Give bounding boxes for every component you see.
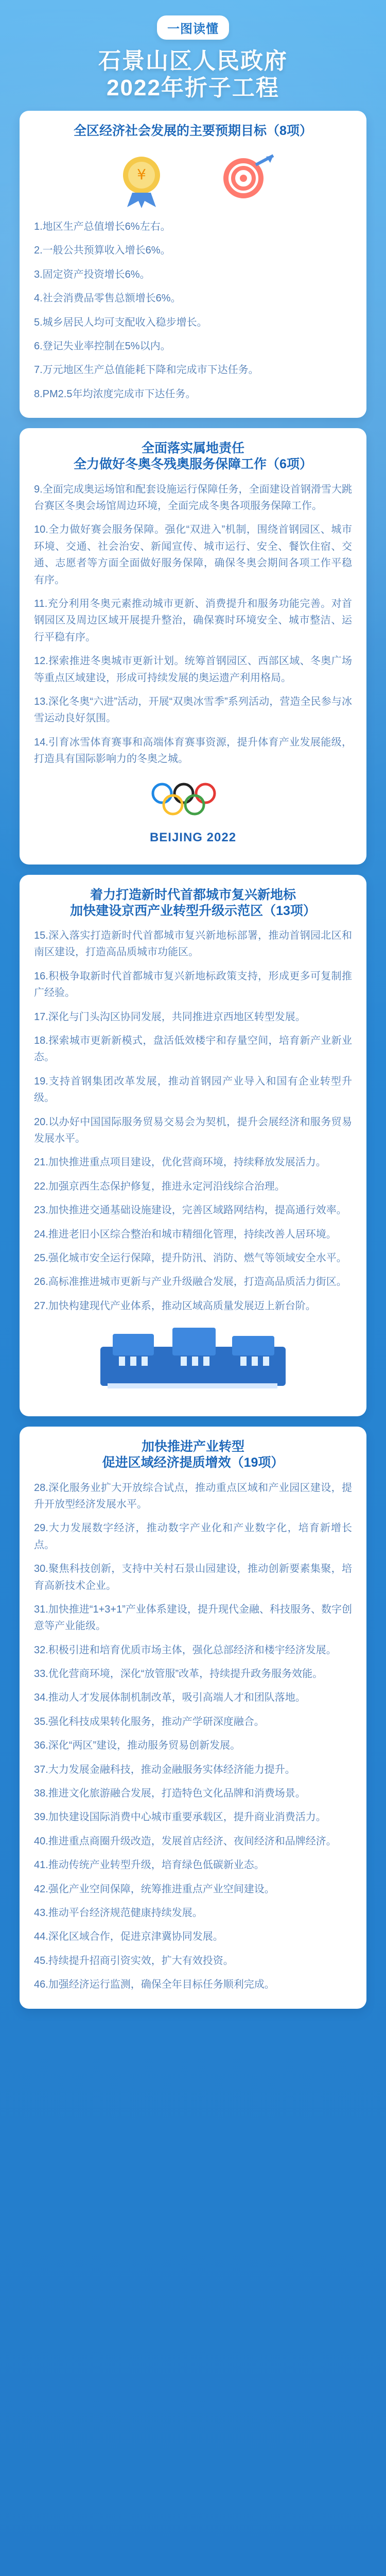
industry-upgrade-item: 36.深化“两区”建设，推动服务贸易创新发展。 bbox=[34, 1740, 241, 1752]
goals-list bbox=[34, 218, 352, 402]
section-title-city-renewal bbox=[34, 887, 352, 920]
industry-upgrade-item: 41.推动传统产业转型升级，培育绿色低碳新业态。 bbox=[34, 1859, 265, 1871]
city-renewal-item: 24.推进老旧小区综合整治和城市精细化管理，持续改善人居环境。 bbox=[34, 1228, 337, 1240]
industry-upgrade-item: 46.加强经济运行监测，确保全年目标任务顺利完成。 bbox=[34, 1979, 275, 1991]
winter-olympics-item: 11.充分利用冬奥元素推动城市更新、消费提升和服务功能完善。对首钢园区及周边区域开展提升整治，确保赛时环境安全、城市整洁、运行平稳有序。 bbox=[34, 598, 352, 643]
svg-text:¥: ¥ bbox=[137, 166, 146, 183]
industry-upgrade-item: 34.推动人才发展体制机制改革，吸引高端人才和团队落地。 bbox=[34, 1692, 306, 1704]
industry-upgrade-item: 32.积极引进和培育优质市场主体，强化总部经济和楼宇经济发展。 bbox=[34, 1644, 337, 1656]
city-illustration bbox=[34, 1324, 352, 1401]
goals-illustration bbox=[34, 147, 352, 209]
goal-item: 1.地区生产总值增长6%左右。 bbox=[34, 221, 171, 233]
goal-item: 5.城乡居民人均可支配收入稳步增长。 bbox=[34, 316, 207, 328]
city-renewal-item: 20.以办好中国国际服务贸易交易会为契机，提升会展经济和服务贸易发展水平。 bbox=[34, 1116, 352, 1144]
industry-upgrade-item: 29.大力发展数字经济，推动数字产业化和产业数字化，培育新增长点。 bbox=[34, 1522, 352, 1551]
olympic-rings-icon bbox=[136, 771, 250, 827]
industry-upgrade-list bbox=[34, 1480, 352, 1993]
winter-olympics-item: 9.全面完成奥运场馆和配套设施运行保障任务，全面建设首钢滑雪大跳台赛区冬奥会场馆周边环境，全面完成冬奥各项服务保障工作。 bbox=[34, 483, 352, 512]
section-card-city-renewal bbox=[20, 875, 366, 1417]
section-title-city-renewal-line-2: 加快建设京西产业转型升级示范区（13项） bbox=[70, 903, 316, 918]
medal-icon bbox=[95, 147, 188, 209]
city-renewal-item: 25.强化城市安全运行保障，提升防汛、消防、燃气等领域安全水平。 bbox=[34, 1252, 347, 1264]
industry-upgrade-item: 31.加快推进“1+3+1”产业体系建设，提升现代金融、科技服务、数字创意等产业能级。 bbox=[34, 1603, 352, 1632]
industry-upgrade-item: 42.强化产业空间保障，统筹推进重点产业空间建设。 bbox=[34, 1883, 275, 1895]
city-renewal-item: 17.深化与门头沟区协同发展，共同推进京西地区转型发展。 bbox=[34, 1011, 306, 1023]
industry-upgrade-item: 39.加快建设国际消费中心城市重要承载区，提升商业消费活力。 bbox=[34, 1811, 326, 1823]
section-title-winter-olympics-line-1: 全面落实属地责任 bbox=[141, 441, 244, 456]
main-title-line-1: 石景山区人民政府 bbox=[98, 48, 288, 74]
section-card-winter-olympics bbox=[20, 428, 366, 864]
intro-tag: 一图读懂 bbox=[157, 15, 229, 40]
winter-olympics-list bbox=[34, 481, 352, 768]
section-title-goals-line-1: 全区经济社会发展的主要预期目标（8项） bbox=[74, 123, 312, 138]
goal-item: 7.万元地区生产总值能耗下降和完成市下达任务。 bbox=[34, 364, 259, 376]
section-title-industry-upgrade bbox=[34, 1439, 352, 1471]
section-title-winter-olympics-line-2: 全力做好冬奥冬残奥服务保障工作（6项） bbox=[74, 457, 312, 472]
goal-item: 6.登记失业率控制在5%以内。 bbox=[34, 341, 171, 352]
goal-item: 8.PM2.5年均浓度完成市下达任务。 bbox=[34, 388, 196, 400]
section-card-goals bbox=[20, 111, 366, 418]
winter-olympics-item: 12.探索推进冬奥城市更新计划。统筹首钢园区、西部区域、冬奥广场等重点区域建设，形成可持续发展的奥运遗产利用格局。 bbox=[34, 655, 352, 684]
city-renewal-list bbox=[34, 927, 352, 1314]
industry-upgrade-item: 43.推动平台经济规范健康持续发展。 bbox=[34, 1907, 203, 1919]
goal-item: 2.一般公共预算收入增长6%。 bbox=[34, 245, 171, 257]
olympic-label: BEIJING 2022 bbox=[149, 830, 237, 844]
city-renewal-item: 18.探索城市更新新模式，盘活低效楼宇和存量空间，培育新产业新业态。 bbox=[34, 1035, 352, 1063]
city-renewal-item: 19.支持首钢集团改革发展，推动首钢园产业导入和国有企业转型升级。 bbox=[34, 1075, 352, 1104]
industry-upgrade-item: 45.持续提升招商引资实效，扩大有效投资。 bbox=[34, 1955, 234, 1967]
section-title-winter-olympics bbox=[34, 440, 352, 473]
city-renewal-item: 26.高标准推进城市更新与产业升级融合发展，打造高品质活力街区。 bbox=[34, 1276, 347, 1288]
main-title bbox=[20, 48, 366, 101]
city-renewal-item: 27.加快构建现代产业体系，推动区域高质量发展迈上新台阶。 bbox=[34, 1300, 316, 1312]
goal-item: 4.社会消费品零售总额增长6%。 bbox=[34, 293, 181, 304]
section-title-goals bbox=[34, 123, 352, 139]
section-title-industry-upgrade-line-1: 加快推进产业转型 bbox=[141, 1439, 244, 1454]
city-renewal-item: 22.加强京西生态保护修复，推进永定河沿线综合治理。 bbox=[34, 1180, 285, 1192]
city-renewal-item: 15.深入落实打造新时代首都城市复兴新地标部署，推动首钢园北区和南区建设，打造高品质城市功能区。 bbox=[34, 930, 352, 958]
industry-upgrade-item: 35.强化科技成果转化服务，推动产学研深度融合。 bbox=[34, 1716, 265, 1727]
industry-upgrade-item: 37.大力发展金融科技，推动金融服务实体经济能力提升。 bbox=[34, 1764, 295, 1775]
hero-section bbox=[20, 13, 366, 101]
footer-spacer bbox=[20, 2019, 366, 2028]
city-renewal-item: 21.加快推进重点项目建设，优化营商环境，持续释放发展活力。 bbox=[34, 1157, 326, 1168]
city-renewal-item: 23.加快推进交通基础设施建设，完善区域路网结构，提高通行效率。 bbox=[34, 1205, 347, 1216]
city-building-icon bbox=[85, 1324, 301, 1401]
winter-olympics-item: 10.全力做好赛会服务保障。强化“双进入”机制，围绕首钢园区、城市环境、交通、社会治安、新闻宣传、城市运行、安全、餐饮住宿、交通、志愿者等方面全面做好服务保障，确保冬奥会期间各项工作平稳有序。 bbox=[34, 524, 352, 586]
winter-olympics-item: 14.引育冰雪体育赛事和高端体育赛事资源，提升体育产业发展能级，打造具有国际影响力的冬奥之城。 bbox=[34, 736, 352, 765]
industry-upgrade-item: 44.深化区域合作，促进京津冀协同发展。 bbox=[34, 1931, 223, 1943]
olympic-emblem bbox=[34, 771, 352, 845]
target-icon bbox=[198, 147, 291, 209]
industry-upgrade-item: 33.优化营商环境，深化“放管服”改革，持续提升政务服务效能。 bbox=[34, 1668, 323, 1680]
main-title-line-2: 2022年折子工程 bbox=[107, 75, 279, 100]
goal-item: 3.固定资产投资增长6%。 bbox=[34, 268, 150, 280]
industry-upgrade-item: 28.深化服务业扩大开放综合试点，推动重点区域和产业园区建设，提升开放型经济发展水平。 bbox=[34, 1482, 352, 1510]
city-renewal-item: 16.积极争取新时代首都城市复兴新地标政策支持，形成更多可复制推广经验。 bbox=[34, 970, 352, 999]
industry-upgrade-item: 30.聚焦科技创新，支持中关村石景山园建设，推动创新要素集聚，培育高新技术企业。 bbox=[34, 1563, 352, 1591]
winter-olympics-item: 13.深化冬奥“六进”活动，开展“双奥冰雪季”系列活动，营造全民参与冰雪运动良好氛围。 bbox=[34, 696, 352, 724]
industry-upgrade-item: 38.推进文化旅游融合发展，打造特色文化品牌和消费场景。 bbox=[34, 1788, 306, 1800]
section-title-industry-upgrade-line-2: 促进区域经济提质增效（19项） bbox=[102, 1455, 284, 1470]
section-card-industry-upgrade bbox=[20, 1427, 366, 2008]
section-title-city-renewal-line-1: 着力打造新时代首都城市复兴新地标 bbox=[90, 887, 296, 902]
industry-upgrade-item: 40.推进重点商圈升级改造，发展首店经济、夜间经济和品牌经济。 bbox=[34, 1835, 337, 1847]
